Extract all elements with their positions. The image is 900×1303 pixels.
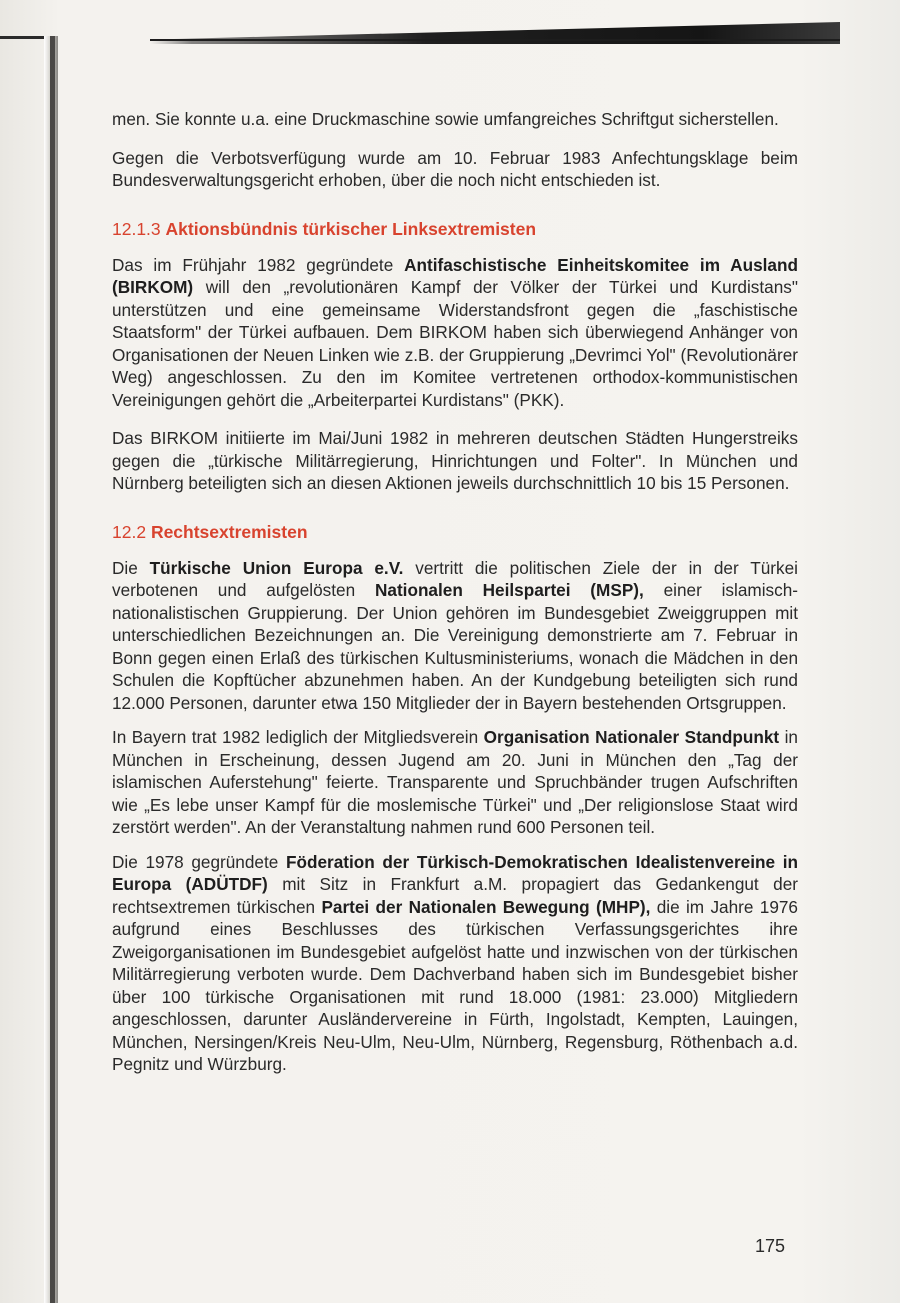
- paragraph: [112, 254, 798, 412]
- paragraph: Das BIRKOM initiierte im Mai/Juni 1982 in mehreren deutschen Städten Hungerstreiks gegen die „türkische Militärregierung, Hinrichtungen und Folter". In München und Nürnberg beteiligten sich an diesen Aktionen jeweils durchschnittlich 10 bis 15 Personen.: [112, 428, 798, 493]
- section-number: 12.1.3: [112, 218, 161, 239]
- text-run: Das im Frühjahr 1982 gegründete: [112, 254, 405, 275]
- page-number: 175: [755, 1236, 786, 1256]
- paragraph: [112, 557, 798, 715]
- text-run: In Bayern trat 1982 lediglich der Mitgliedsverein: [112, 727, 484, 747]
- bold-term: Antifaschistische Einheitskomitee im Ausland (BIRKOM): [112, 254, 798, 297]
- header-rule-line: [150, 39, 840, 41]
- text-run: Die: [112, 557, 150, 578]
- section-number: 12.2: [112, 521, 147, 542]
- text-run: mit Sitz in Frankfurt a.M. propagiert das Gedankengut der rechtsextremen türkischen: [112, 874, 798, 917]
- paragraph: Gegen die Verbotsverfügung wurde am 10. Februar 1983 Anfechtungsklage beim Bundesverwaltungsgericht erhoben, über die noch nicht entschieden ist.: [112, 147, 798, 190]
- text-run: in München in Erscheinung, dessen Jugend am 20. Juni in München den „Tag der islamischen Auferstehung" feierte. Transparente und Spruchbänder trugen Aufschriften wie „Es lebe unser Kampf für die moslemische Türkei" und „Der religionslose Staat wird zerstört werden". An der Veranstaltung nahmen rund 600 Personen teil.: [112, 727, 798, 837]
- text-run: einer islamisch-nationalistischen Gruppierung. Der Union gehören im Bundesgebiet Zweiggruppen mit unterschiedlichen Bezeichnungen an. Die Vereinigung demonstrierte am 7. Februar in Bonn gegen einen Erlaß des türkischen Kultusministeriums, wonach die Mädchen in den Schulen die Kopftücher abzunehmen haben. An der Kundgebung beteiligten sich rund 12.000 Personen, darunter etwa 150 Mitglieder der in Bayern bestehenden Ortsgruppen.: [112, 580, 798, 713]
- text-run: will den „revolutionären Kampf der Völker der Türkei und Kurdistans" unterstützen und eine gemeinsame Widerstandsfront gegen die „faschistische Staatsform" der Türkei aufbauen. Dem BIRKOM haben sich überwiegend Anhänger von Organisationen der Neuen Linken wie z.B. der Gruppierung „Devrimci Yol" (Revolutionärer Weg) angeschlossen. Zu den im Komitee vertretenen orthodox-kommunistischen Vereinigungen gehört die „Arbeiterpartei Kurdistans" (PKK).: [112, 277, 798, 410]
- text-run: die im Jahre 1976 aufgrund eines Beschlusses des türkischen Verfassungsgerichtes ihre Zweigorganisationen im Bundesgebiet aufgelöst hatte und inzwischen von der türkischen Militärregierung verboten wurde. Dem Dachverband haben sich im Bundesgebiet bisher über 100 türkische Organisationen mit rund 18.000 (1981: 23.000) Mitgliedern angeschlossen, darunter Ausländervereine in Fürth, Ingolstadt, Kempten, Lauingen, München, Nersingen/Kreis Neu-Ulm, Neu-Ulm, Nürnberg, Regensburg, Röthenbach a.d. Pegnitz und Würzburg.: [112, 896, 798, 1074]
- page-binding-bar: [50, 36, 55, 1303]
- bold-term: Nationalen Heilspartei (MSP),: [374, 580, 644, 600]
- text-run: Die 1978 gegründete: [112, 851, 286, 872]
- section-heading-12-1-3: [112, 218, 798, 240]
- bold-term: Türkische Union Europa e.V.: [149, 557, 404, 578]
- page-body: [112, 108, 798, 1088]
- section-title: Aktionsbündnis türkischer Linksextremisten: [165, 218, 537, 239]
- bold-term: Organisation Nationaler Standpunkt: [483, 727, 780, 747]
- paragraph: men. Sie konnte u.a. eine Druckmaschine sowie umfangreiches Schriftgut sicherstellen.: [112, 109, 779, 129]
- paragraph: [112, 726, 798, 839]
- bold-term: Föderation der Türkisch-Demokratischen Idealistenvereine in Europa (ADÜTDF): [112, 851, 798, 894]
- section-title: Rechtsextremisten: [150, 521, 308, 542]
- bold-term: Partei der Nationalen Bewegung (MHP),: [321, 896, 651, 917]
- text-run: vertritt die politischen Ziele der in der Türkei verbotenen und aufgelösten: [112, 557, 798, 600]
- paragraph: [112, 851, 798, 1076]
- section-heading-12-2: [112, 521, 798, 543]
